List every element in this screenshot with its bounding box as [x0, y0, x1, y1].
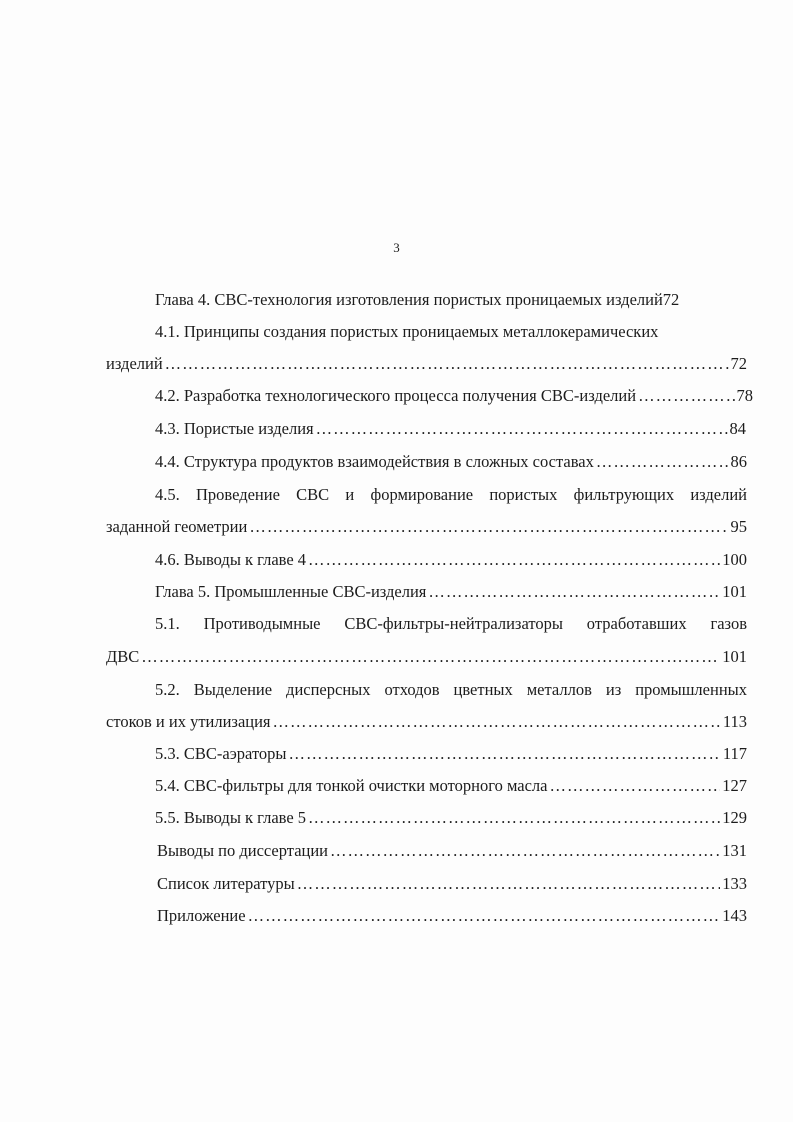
- toc-appendix-label: Приложение: [157, 906, 246, 925]
- dot-leader: [273, 712, 721, 732]
- page-number: 3: [393, 240, 400, 255]
- toc-section-4-3: [155, 419, 746, 439]
- toc-section-4-5-label: заданной геометрии: [106, 517, 248, 536]
- toc-appendix-page: 143: [722, 906, 747, 925]
- toc-references-page: 133: [722, 874, 747, 893]
- toc-section-4-6-label: 4.6. Выводы к главе 4: [155, 550, 307, 569]
- toc-section-5-5-label: 5.5. Выводы к главе 5: [155, 808, 307, 827]
- dot-leader: [297, 874, 721, 894]
- dot-leader: [596, 452, 729, 472]
- toc-section-4-4: [155, 452, 747, 472]
- dot-leader: [638, 386, 734, 406]
- toc-section-5-2-line2: [106, 712, 747, 732]
- toc-section-5-3-label: 5.3. СВС-аэраторы: [155, 744, 287, 763]
- toc-chapter-5-label: Глава 5. Промышленные СВС-изделия: [155, 582, 427, 601]
- toc-section-4-5-line1: 4.5. Проведение СВС и формирование пористых фильтрующих изделий: [155, 485, 747, 504]
- toc-conclusions-label: Выводы по диссертации: [157, 841, 329, 860]
- toc-section-4-2-label: 4.2. Разработка технологического процесса получения СВС-изделий: [155, 386, 637, 405]
- toc-section-5-3: [155, 744, 747, 764]
- toc-section-4-1-page: 72: [730, 354, 747, 373]
- toc-section-5-4-page: 127: [722, 776, 747, 795]
- dot-leader: [248, 906, 721, 926]
- dot-leader: [316, 419, 728, 439]
- toc-section-5-1-line1: 5.1. Противодымные СВС-фильтры-нейтрализаторы отработавших газов: [155, 614, 747, 633]
- toc-section-4-1-line2: [106, 354, 747, 374]
- toc-section-5-5-page: 129: [722, 808, 747, 827]
- toc-section-5-1-label: ДВС: [106, 647, 140, 666]
- toc-section-5-1-page: 101: [722, 647, 747, 666]
- dot-leader: [308, 550, 720, 570]
- toc-section-4-1-label: изделий: [106, 354, 163, 373]
- toc-section-4-6-page: 100: [722, 550, 747, 569]
- toc-section-5-2-label: стоков и их утилизация: [106, 712, 271, 731]
- toc-section-5-4: [155, 776, 747, 796]
- toc-section-5-5: [155, 808, 747, 828]
- dot-leader: [249, 517, 728, 537]
- dot-leader: [549, 776, 720, 796]
- toc-chapter-5-page: 101: [722, 582, 747, 601]
- toc-section-5-4-label: 5.4. СВС-фильтры для тонкой очистки моторного масла: [155, 776, 548, 795]
- toc-section-4-1-line1: 4.1. Принципы создания пористых проницаемых металлокерамических: [155, 322, 659, 341]
- toc-section-5-2-page: 113: [722, 712, 747, 731]
- toc-section-4-2: [155, 386, 753, 406]
- dot-leader: [141, 647, 720, 667]
- dot-leader: [308, 808, 720, 828]
- toc-section-4-5-page: 95: [730, 517, 747, 536]
- toc-section-4-6: [155, 550, 747, 570]
- toc-references: [157, 874, 747, 894]
- toc-conclusions-page: 131: [722, 841, 747, 860]
- toc-appendix: [157, 906, 747, 926]
- dot-leader: [428, 582, 720, 602]
- toc-chapter-4-title: Глава 4. СВС-технология изготовления пористых проницаемых изделий72: [155, 290, 680, 309]
- toc-conclusions: [157, 841, 747, 861]
- toc-section-5-3-page: 117: [722, 744, 747, 763]
- dot-leader: [165, 354, 729, 374]
- dot-leader: [330, 841, 720, 861]
- toc-section-4-4-label: 4.4. Структура продуктов взаимодействия в сложных составах: [155, 452, 594, 471]
- toc-section-4-2-page: 78: [736, 386, 753, 405]
- toc-section-4-3-label: 4.3. Пористые изделия: [155, 419, 314, 438]
- toc-references-label: Список литературы: [157, 874, 295, 893]
- toc-section-4-5-line2: [106, 517, 747, 537]
- dot-leader: [289, 744, 721, 764]
- toc-section-5-1-line2: [106, 647, 747, 667]
- toc-section-4-3-page: 84: [729, 419, 746, 438]
- toc-section-5-2-line1: 5.2. Выделение дисперсных отходов цветных металлов из промышленных: [155, 680, 747, 699]
- toc-chapter-5: [155, 582, 747, 602]
- toc-section-4-4-page: 86: [730, 452, 747, 471]
